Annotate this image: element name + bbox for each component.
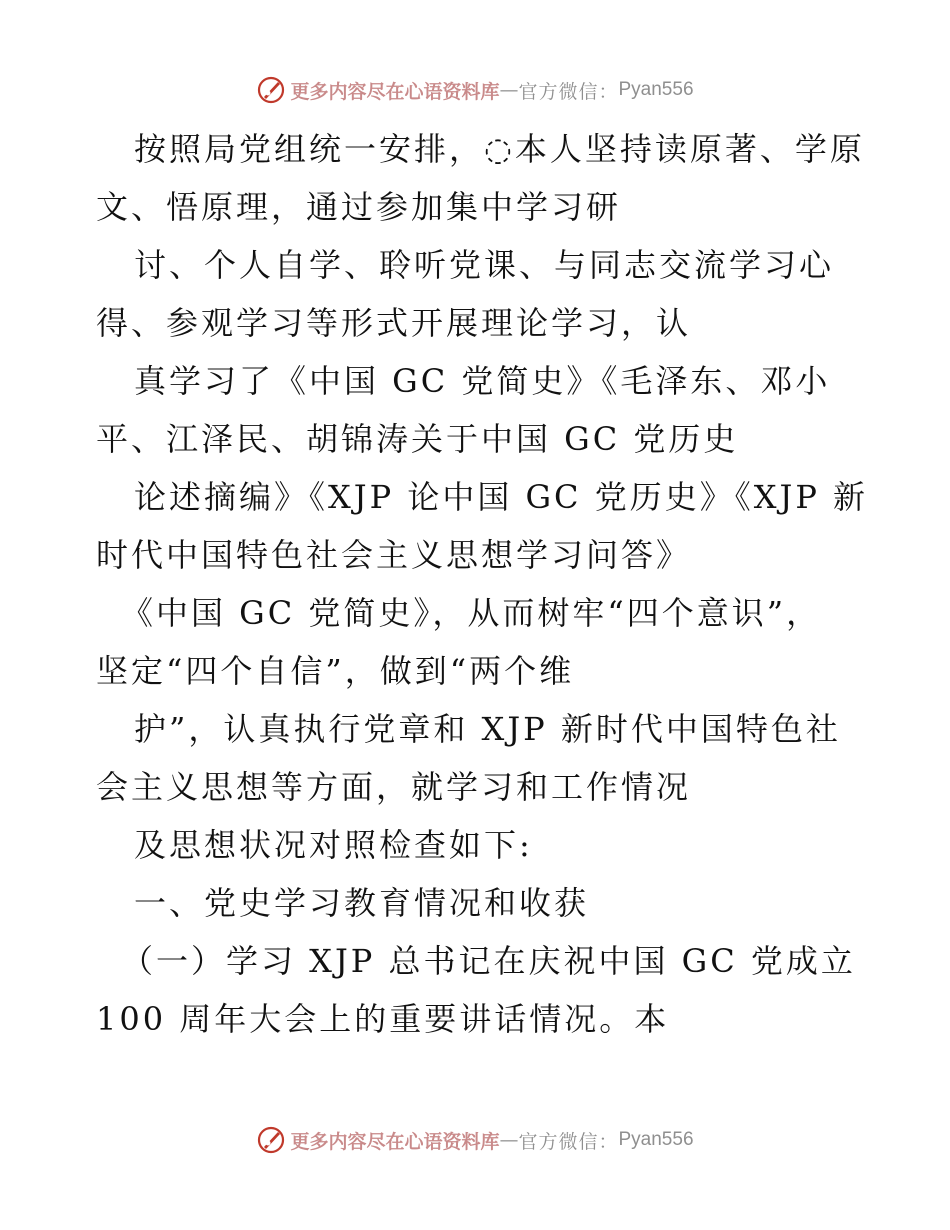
footer-watermark bbox=[0, 1120, 950, 1160]
body-line: 护”，认真执行党章和 XJP 新时代中国特色社 bbox=[134, 710, 841, 748]
watermark-wechat-id: Pyan556 bbox=[618, 1129, 694, 1150]
watermark-wechat-id: Pyan556 bbox=[618, 79, 694, 100]
watermark-dash: — bbox=[499, 1129, 519, 1151]
body-line: 得、参观学习等形式开展理论学习，认 bbox=[96, 304, 692, 342]
body-line: 坚定“四个自信”，做到“两个维 bbox=[96, 652, 575, 690]
body-line: 论述摘编》《XJP 论中国 GC 党历史》《XJP 新 bbox=[134, 478, 869, 516]
body-line: 真学习了《中国 GC 党简史》《毛泽东、邓小 bbox=[134, 362, 831, 400]
body-line: 按照局党组统一安排，◌本人坚持读原著、学原 bbox=[134, 130, 865, 168]
body-line: 《中国 GC 党简史》，从而树牢“四个意识”， bbox=[121, 594, 822, 632]
body-line: 平、江泽民、胡锦涛关于中国 GC 党历史 bbox=[96, 420, 739, 458]
red-quill-seal-icon bbox=[256, 1125, 286, 1155]
body-line: 文、悟原理，通过参加集中学习研 bbox=[96, 188, 622, 226]
body-line: 100 周年大会上的重要讲话情况。本 bbox=[96, 1000, 670, 1038]
body-line: 及思想状况对照检查如下: bbox=[134, 826, 533, 864]
body-line: 会主义思想等方面，就学习和工作情况 bbox=[96, 768, 692, 806]
section-heading: 一、党史学习教育情况和收获 bbox=[134, 884, 590, 922]
subsection-heading: （一）学习 XJP 总书记在庆祝中国 GC 党成立 bbox=[121, 942, 856, 980]
watermark-sub-text: 官方微信： bbox=[518, 80, 619, 103]
header-watermark bbox=[0, 70, 950, 110]
document-body bbox=[96, 120, 869, 1048]
watermark-dash: — bbox=[499, 79, 519, 101]
body-line: 时代中国特色社会主义思想学习问答》 bbox=[96, 536, 692, 574]
watermark-main-text: 更多内容尽在心语资料库 bbox=[290, 1130, 500, 1153]
red-quill-seal-icon bbox=[256, 75, 286, 105]
watermark-sub-text: 官方微信： bbox=[518, 1130, 619, 1153]
watermark-main-text: 更多内容尽在心语资料库 bbox=[290, 80, 500, 103]
body-line: 讨、个人自学、聆听党课、与同志交流学习心 bbox=[134, 246, 835, 284]
